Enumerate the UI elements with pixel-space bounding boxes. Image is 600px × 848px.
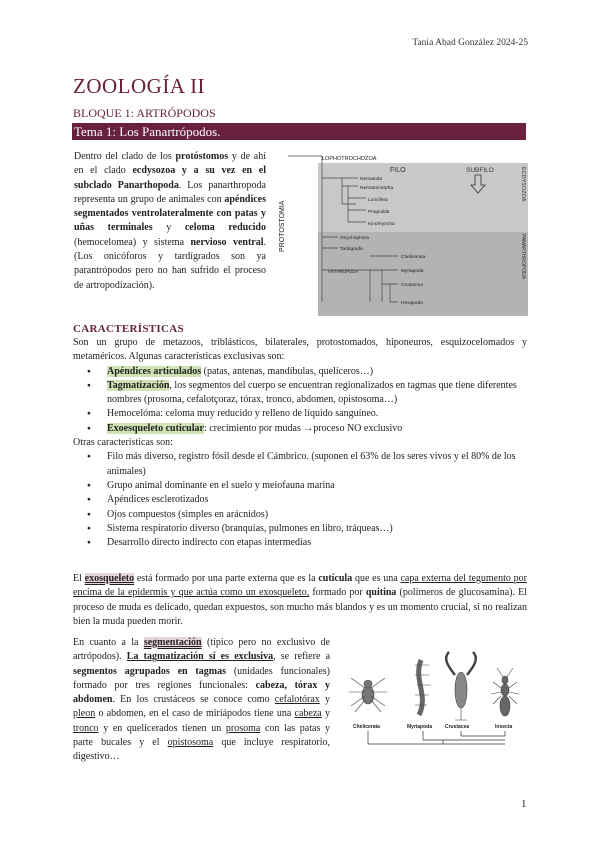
taxon-loricifera: Loricifera bbox=[368, 198, 388, 203]
arthropod-groups-illustration bbox=[343, 640, 529, 752]
taxon-nematoda: Nematoda bbox=[360, 177, 383, 182]
panarthropoda-band bbox=[318, 232, 528, 316]
taxon-myriapoda: Myriapoda bbox=[401, 269, 424, 274]
exclusive-list bbox=[73, 365, 527, 436]
taxon-tardigrada: Tardigrada bbox=[340, 247, 363, 252]
list-item: ● Tagmatización, los segmentos del cuerpo se encuentran regionalizados en tagmas que tiene diferentes nombres (prosoma, cefalotçoraz, tórax, tronco, abdomen, opistosoma…) bbox=[73, 379, 527, 408]
list-item: ● Filo más diverso, registro fósil desde el Cámbrico. (suponen el 63% de los seres vivos y el 80% de los animales) bbox=[73, 450, 527, 479]
caract-intro: Son un grupo de metazoos, triblásticos, bilaterales, protostomados, hiponeuros, esquizocelomados y metaméricos. Algunas características exclusivas son: bbox=[73, 337, 527, 363]
segmentation-paragraph: En cuanto a la segmentación (típico pero no exclusivo de artrópodos). La tagmatización sí es exclusiva, se refiere a segmentos agrupados en tagmas (unidades funcionales) formado por tres regiones funcionales: cabeza, tórax y abdomen. En los crustáceos se conoce como cefalotórax y pleon o abdomen, en el caso de miriápodos tiene una cabeza y tronco y en quelicerados tienen un prosoma con las patas y parte bucales y el opistosoma que incluye respiratorio, digestivo… bbox=[73, 637, 331, 763]
lopho-label: LOPHOTROCHOZOA bbox=[322, 156, 377, 162]
list-item: ● Sistema respiratorio diverso (branquias, pulmones en libro, tráqueas…) bbox=[73, 522, 527, 536]
protostomia-label: PROTOSTOMIA bbox=[279, 200, 286, 252]
taxon-kinorhyncha: Kinorhyncha bbox=[368, 222, 395, 227]
intro-paragraph: Dentro del clado de los protóstomos y de ahí en el clado ecdysozoa y a su vez en el subclado Panarthopoda. Los panarthropoda representa un grupo de animales con apéndices segmentados ventrolateralmente con patas y uñas terminales y celoma reducido (hemocelomea) y sistema nervioso ventral. (Los onicóforos y tardígrados son ya parantrópodos pero no han sufrido el proceso de artropodización). bbox=[74, 151, 267, 291]
taxon-hexapoda: Hexapoda bbox=[401, 301, 423, 306]
taxon-priapulida: Priapulida bbox=[368, 210, 390, 215]
taxon-arthropoda: ARTHROPODA bbox=[328, 269, 359, 274]
taxon-crustacea: Crustacea bbox=[401, 283, 423, 288]
list-item: ● Exoesqueleto cuticular: crecimiento por mudas →proceso NO exclusivo bbox=[73, 422, 527, 436]
insect-icon bbox=[491, 668, 519, 716]
section-heading-caracteristicas: CARACTERÍSTICAS bbox=[73, 323, 184, 335]
taxon-nematomorpha: Nematomorpha bbox=[360, 186, 394, 191]
spider-icon bbox=[349, 678, 387, 712]
page-number: 1 bbox=[521, 798, 527, 810]
exoskeleton-paragraph: El exosqueleto está formado por una parte externa que es la cutícula que es una capa externa del tegumento por encima de la epidermis y que actúa como un exosqueleto, formado por quitina (polímeros de glucosamina). El proceso de muda es delicado, quedan expuestos, son mucho más blandos y es un momento crucial, si no realizan bien la muda pueden morir. bbox=[73, 573, 527, 627]
subfilo-label: SUBFILO bbox=[466, 167, 494, 174]
taxon-chelicerata: Chelicerata bbox=[401, 255, 426, 260]
list-item: ● Apéndices esclerotizados bbox=[73, 493, 527, 507]
list-item: ● Grupo animal dominante en el suelo y meiofauna marina bbox=[73, 479, 527, 493]
cladogram-lines bbox=[368, 731, 505, 744]
topic-banner: Tema 1: Los Panartrópodos. bbox=[72, 123, 526, 140]
label-myriapoda: Myriapoda bbox=[407, 724, 433, 730]
phylogeny-diagram bbox=[278, 152, 528, 316]
caracteristicas-section bbox=[73, 336, 527, 550]
label-chelicerata: Chelicerata bbox=[353, 724, 380, 730]
millipede-icon bbox=[415, 660, 431, 715]
list-item: ● Hemocelóma: celoma muy reducido y relleno de líquido sanguíneo. bbox=[73, 407, 527, 421]
list-item: ● Apéndices articulados (patas, antenas, mandíbulas, quelíceros…) bbox=[73, 365, 527, 379]
panarthropoda-label: PANARTHROPODA bbox=[520, 234, 526, 280]
lobster-icon bbox=[446, 652, 476, 720]
ecdysozoa-label: ECDYSOZOA bbox=[520, 167, 526, 202]
list-item: ● Desarrollo directo indirecto con etapas intermedias bbox=[73, 536, 527, 550]
author-header: Tania Abad González 2024-25 bbox=[412, 38, 528, 48]
others-intro: Otras características son: bbox=[73, 437, 173, 449]
filo-label: FILO bbox=[390, 167, 406, 174]
label-crustacea: Crustacea bbox=[445, 724, 470, 730]
block-heading: BLOQUE 1: ARTRÓPODOS bbox=[73, 106, 216, 120]
taxon-onychophora: Onychophora bbox=[340, 236, 369, 241]
label-insecta: Insecta bbox=[495, 724, 513, 730]
page-title: ZOOLOGÍA II bbox=[73, 74, 206, 98]
others-list bbox=[73, 450, 527, 550]
list-item: ● Ojos compuestos (simples en arácnidos) bbox=[73, 508, 527, 522]
